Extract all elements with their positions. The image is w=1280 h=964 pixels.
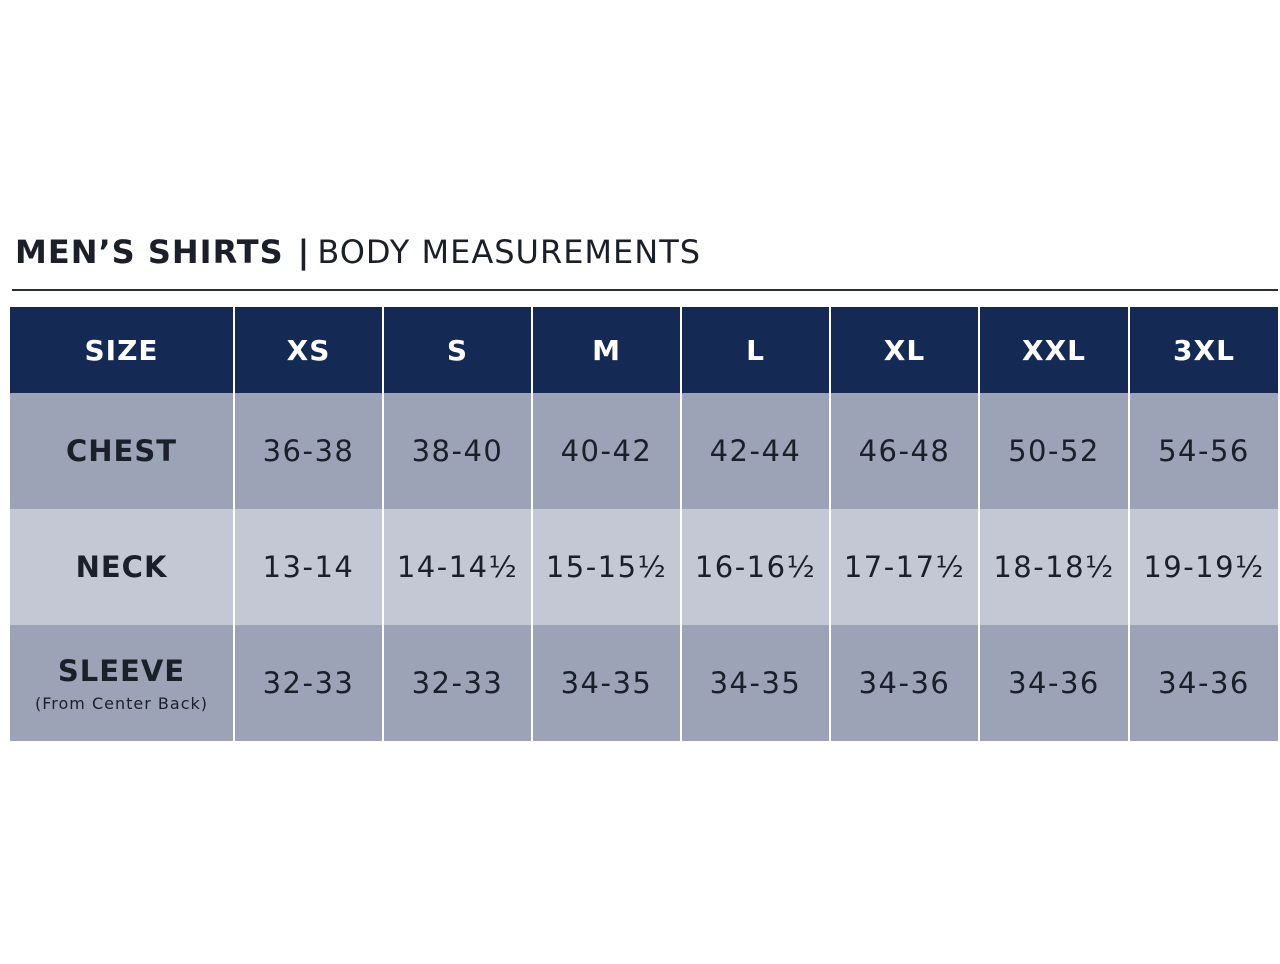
table-cell: 34-36 xyxy=(830,625,979,741)
row-label-sleeve xyxy=(10,625,234,741)
table-cell: 32-33 xyxy=(234,625,383,741)
table-cell: 42-44 xyxy=(681,393,830,509)
table-cell: 15-15½ xyxy=(532,509,681,625)
header-cell-size: SIZE xyxy=(10,307,234,393)
title-separator: | xyxy=(297,233,310,271)
header-cell-xxl: XXL xyxy=(979,307,1129,393)
table-cell: 36-38 xyxy=(234,393,383,509)
table-cell: 40-42 xyxy=(532,393,681,509)
title-main: MEN’S SHIRTS xyxy=(15,233,284,271)
table-cell: 38-40 xyxy=(383,393,532,509)
header-cell-l: L xyxy=(681,307,830,393)
table-cell: 14-14½ xyxy=(383,509,532,625)
page-title xyxy=(15,228,701,276)
header-cell-s: S xyxy=(383,307,532,393)
table-cell: 32-33 xyxy=(383,625,532,741)
header-cell-3xl: 3XL xyxy=(1129,307,1278,393)
size-chart-table xyxy=(10,307,1278,741)
table-cell: 34-36 xyxy=(1129,625,1278,741)
table-cell: 19-19½ xyxy=(1129,509,1278,625)
table-cell: 34-35 xyxy=(681,625,830,741)
table-cell: 13-14 xyxy=(234,509,383,625)
table-row-neck xyxy=(10,509,1278,625)
title-sub: BODY MEASUREMENTS xyxy=(317,233,702,271)
table-cell: 34-36 xyxy=(979,625,1129,741)
row-label-chest: CHEST xyxy=(10,393,234,509)
table-row-sleeve xyxy=(10,625,1278,741)
header-row xyxy=(10,307,1278,393)
table-cell: 18-18½ xyxy=(979,509,1129,625)
table-cell: 46-48 xyxy=(830,393,979,509)
header-cell-xs: XS xyxy=(234,307,383,393)
row-label-sleeve-text: SLEEVE xyxy=(57,653,186,688)
table-cell: 16-16½ xyxy=(681,509,830,625)
table-cell: 54-56 xyxy=(1129,393,1278,509)
table-cell: 50-52 xyxy=(979,393,1129,509)
row-label-neck: NECK xyxy=(10,509,234,625)
table-row-chest xyxy=(10,393,1278,509)
header-cell-xl: XL xyxy=(830,307,979,393)
title-divider xyxy=(12,289,1278,291)
table-cell: 34-35 xyxy=(532,625,681,741)
row-sublabel-sleeve: (From Center Back) xyxy=(35,693,208,713)
header-cell-m: M xyxy=(532,307,681,393)
table-cell: 17-17½ xyxy=(830,509,979,625)
